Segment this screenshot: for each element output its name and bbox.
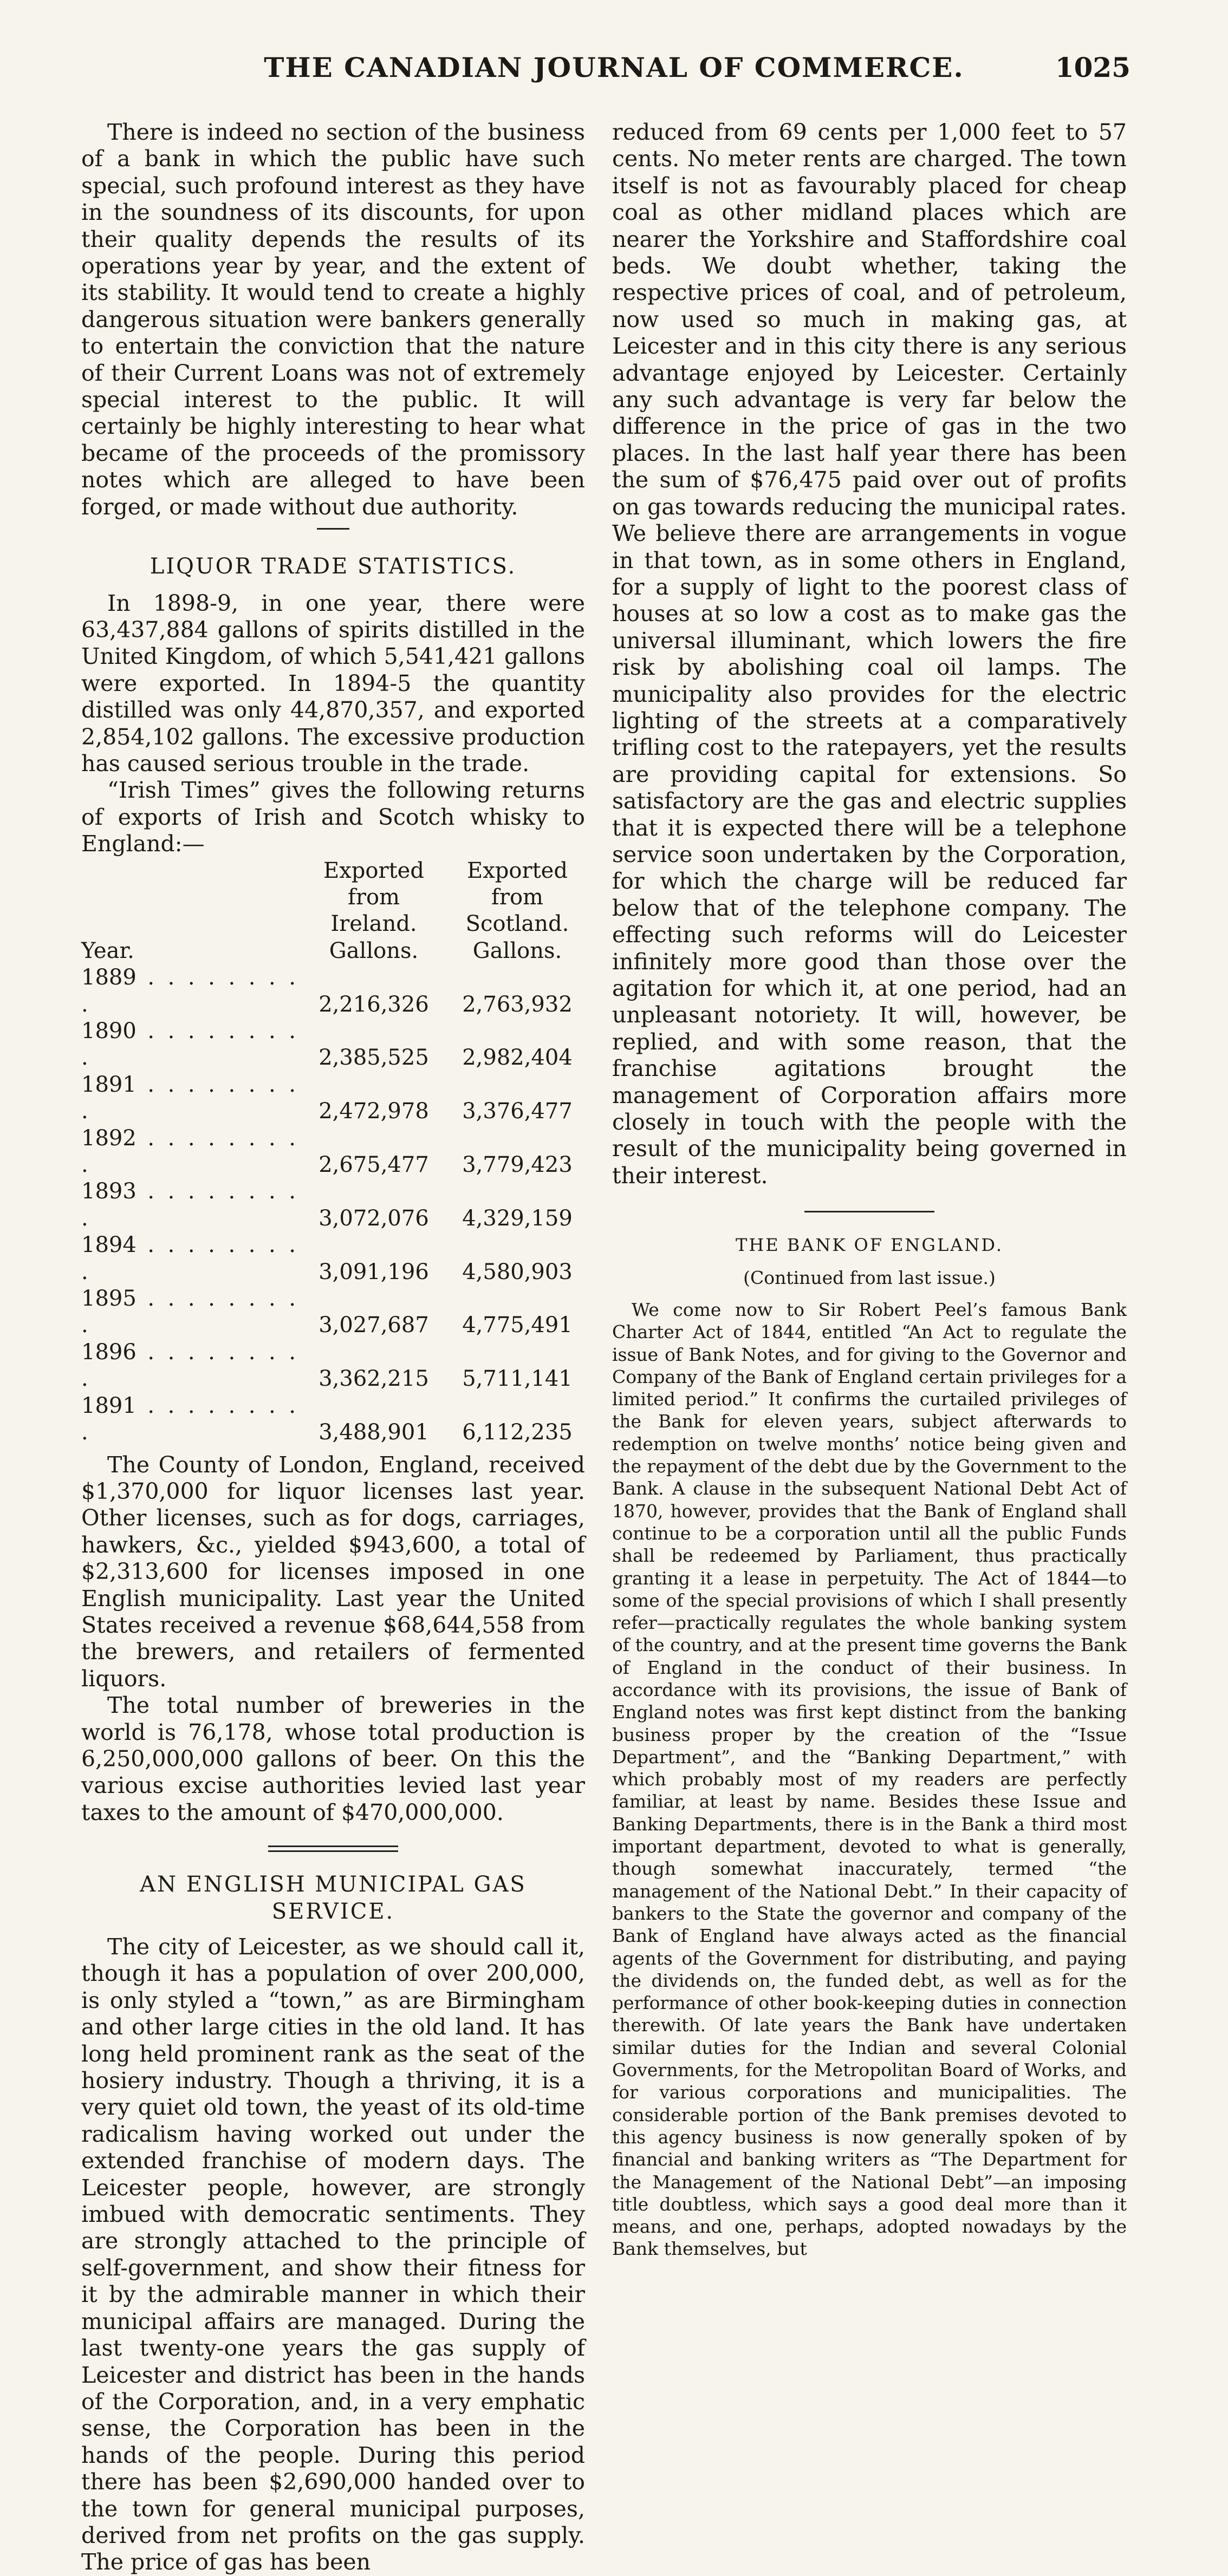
col-head-gallons-ireland: Gallons. (329, 938, 419, 963)
liquor-heading: LIQUOR TRADE STATISTICS. (150, 554, 517, 579)
col-head-ireland-1: Exported from (323, 858, 424, 910)
row-scotland: 2,982,404 (462, 1045, 573, 1071)
row-year: 1892 (81, 1125, 137, 1151)
row-ireland: 3,091,196 (319, 1259, 429, 1284)
row-ireland: 2,385,525 (319, 1045, 429, 1071)
col-head-ireland-2: Ireland. (330, 911, 417, 937)
gas-heading: AN ENGLISH MUNICIPAL GAS SERVICE. (140, 1872, 527, 1924)
row-ireland: 2,472,978 (319, 1099, 429, 1124)
row-year: 1891 (81, 1393, 137, 1418)
col-head-scotland-1: Exported from (467, 858, 568, 910)
table-row: 1893 . . . . . . . . . 3,072,076 4,329,159 (81, 1178, 585, 1232)
row-year: 1893 (81, 1179, 137, 1204)
table-row: 1891 . . . . . . . . . 2,472,978 3,376,477 (81, 1072, 585, 1125)
gas-paragraph: The city of Leicester, as we should call it, though it has a population of over 200,000, is only styled a “town,” as are Birmingham and other large cities in the old land. It has long held prominent rank as the seat of the hosiery industry. Though a thriving, it is a very quiet old town, the yeast of its old-time radicalism having worked out under the extended franchise of modern days. The Leicester people, however, are strongly imbued with democratic sentiments. They are strongly attached to the principle of self-government, and show their fitness for it by the admirable manner in which their municipal affairs are managed. During the last twenty-one years the gas supply of Leicester and district has been in the hands of the Corporation, and, in a very emphatic sense, the Corporation has been in the hands of the people. During this period there has been $2,690,000 handed over to the town for general municipal purposes, derived from net profits on the gas supply. The price of gas has been (81, 1934, 585, 2575)
row-scotland: 4,580,903 (462, 1259, 573, 1284)
row-year: 1894 (81, 1232, 137, 1258)
row-ireland: 3,072,076 (319, 1205, 429, 1231)
whisky-export-table (81, 858, 585, 1446)
row-scotland: 4,775,491 (462, 1313, 573, 1338)
separator-rule (804, 1211, 934, 1212)
separator-double (268, 1845, 398, 1852)
row-ireland: 3,362,215 (319, 1366, 429, 1392)
page-number: 1025 (1055, 51, 1130, 83)
row-ireland: 2,216,326 (319, 992, 429, 1017)
row-scotland: 3,376,477 (462, 1099, 573, 1124)
bank-article (612, 1299, 1127, 2260)
row-year: 1891 (81, 1072, 137, 1097)
table-row: 1892 . . . . . . . . . 2,675,477 3,779,423 (81, 1125, 585, 1179)
row-ireland: 2,675,477 (319, 1152, 429, 1178)
row-ireland: 3,488,901 (319, 1420, 429, 1445)
table-row: 1889 . . . . . . . . . 2,216,326 2,763,932 (81, 964, 585, 1018)
gas-continued-paragraph: reduced from 69 cents per 1,000 feet to 57 cents. No meter rents are charged. The town itself is not as favourably placed for cheap coal as other midland places which are nearer the Yorkshire and Staffordshire coal beds. We doubt whether, taking the respective prices of coal, and of petroleum, now used so much in making gas, at Leicester and in this city there is any serious advantage enjoyed by Leicester. Certainly any such advantage is very far below the difference in the price of gas in the two places. In the last half year there has been the sum of $76,475 paid over out of profits on gas towards reducing the municipal rates. We believe there are arrangements in vogue in that town, as in some others in England, for a supply of light to the poorest class of houses at so low a cost as to make gas the universal illuminant, which lowers the fire risk by abolishing coal oil lamps. The municipality also provides for the electric lighting of the streets at a comparatively trifling cost to the ratepayers, yet the results are providing capital for extensions. So satisfactory are the gas and electric supplies that it is expected there will be a telephone service soon undertaken by the Corporation, for which the charge will be reduced far below that of the telephone company. The effecting such reforms will do Leicester infinitely more good than those over the agitation for which it, at one period, had an unpleasant notoriety. It will, however, be replied, and with some reason, that the franchise agitations brought the management of Corporation affairs more closely in touch with the people with the result of the municipality being governed in their interest. (612, 119, 1127, 1189)
liquor-paragraph-4: The total number of breweries in the world is 76,178, whose total production is 6,250,000,000 gallons of beer. On this the various excise authorities levied last year taxes to the amount of $470,000,000. (81, 1692, 585, 1825)
row-scotland: 4,329,159 (462, 1205, 573, 1231)
table-body (81, 964, 585, 1446)
bank-paragraph: We come now to Sir Robert Peel’s famous Bank Charter Act of 1844, entitled “An Act to regulate the issue of Bank Notes, and for giving to the Governor and Company of the Bank of England certain privileges for a limited period.” It confirms the curtailed privileges of the Bank for eleven years, subject afterwards to redemption on twelve months’ notice being given and the repayment of the debt due by the Government to the Bank. A clause in the subsequent National Debt Act of 1870, however, provides that the Bank of England shall continue to be a corporation until all the public Funds shall be redeemed by Parliament, thus practically granting it a lease in perpetuity. The Act of 1844—to some of the special provisions of which I shall presently refer—practically regulates the whole banking system of the country, and at the present time governs the Bank of England in the conduct of their business. In accordance with its provisions, the issue of Bank of England notes was first kept distinct from the banking business proper by the creation of the “Issue Department”, and the “Banking Department,” with which probably most of my readers are perfectly familiar, at least by name. Besides these Issue and Banking Departments, there is in the Bank a third most important department, devoted to what is generally, though somewhat inaccurately, termed “the management of the National Debt.” In their capacity of bankers to the State the governor and company of the Bank of England have always acted as the financial agents of the Government for distributing, and paying the dividends on, the funded debt, as well as for the performance of other book-keeping duties in connection therewith. Of late years the Bank have undertaken similar duties for the Indian and several Colonial Governments, for the Metropolitan Board of Works, and for various corporations and municipalities. The considerable portion of the Bank premises devoted to this agency business is now generally spoken of by financial and banking writers as “The Department for the Management of the National Debt”—an imposing title doubtless, which says a good deal more than it means, and one, perhaps, adopted nowadays by the Bank themselves, but (612, 1299, 1127, 2260)
table-row: 1891 . . . . . . . . . 3,488,901 6,112,235 (81, 1393, 585, 1446)
separator-short (317, 528, 349, 530)
table-row: 1896 . . . . . . . . . 3,362,215 5,711,141 (81, 1339, 585, 1393)
table-row: 1890 . . . . . . . . . 2,385,525 2,982,404 (81, 1018, 585, 1072)
journal-title: THE CANADIAN JOURNAL OF COMMERCE. (264, 51, 964, 83)
table-row: 1895 . . . . . . . . . 3,027,687 4,775,491 (81, 1286, 585, 1339)
liquor-paragraph-3: The County of London, England, received $1,370,000 for liquor licenses last year. Other licenses, such as for dogs, carriages, hawkers, &c., yielded $943,600, a total of $2,313,600 for licenses imposed in one English municipality. Last year the United States received a revenue $68,644,558 from the brewers, and retailers of fermented liquors. (81, 1451, 585, 1692)
bank-subheading: (Continued from last issue.) (743, 1267, 996, 1288)
liquor-paragraph-1: In 1898-9, in one year, there were 63,437,884 gallons of spirits distilled in the United Kingdom, of which 5,541,421 gallons were exported. In 1894-5 the quantity distilled was only 44,870,357, and exported 2,854,102 gallons. The excessive production has caused serious trouble in the trade. (81, 590, 585, 777)
row-scotland: 2,763,932 (462, 992, 573, 1017)
left-column (81, 119, 585, 2576)
row-scotland: 3,779,423 (462, 1152, 573, 1178)
col-head-gallons-scotland: Gallons. (472, 938, 562, 963)
row-ireland: 3,027,687 (319, 1313, 429, 1338)
liquor-paragraph-2: “Irish Times” gives the following returns of exports of Irish and Scotch whisky to England:— (81, 777, 585, 857)
row-scotland: 5,711,141 (462, 1366, 573, 1392)
col-head-scotland-2: Scotland. (465, 911, 569, 937)
bank-heading: THE BANK OF ENGLAND. (735, 1235, 1004, 1256)
page-header (0, 51, 1228, 89)
col-head-year: Year. (81, 938, 134, 963)
right-column (612, 119, 1127, 2260)
row-year: 1895 (81, 1286, 137, 1312)
row-year: 1889 (81, 965, 137, 990)
row-year: 1890 (81, 1019, 137, 1044)
row-year: 1896 (81, 1339, 137, 1365)
row-scotland: 6,112,235 (462, 1420, 573, 1445)
table-row: 1894 . . . . . . . . . 3,091,196 4,580,903 (81, 1232, 585, 1286)
bank-discounts-paragraph: There is indeed no section of the business of a bank in which the public have such special, such profound interest as they have in the soundness of its discounts, for upon their quality depends the results of its operations year by year, and the extent of its stability. It would tend to create a highly dangerous situation were bankers generally to entertain the conviction that the nature of their Current Loans was not of extremely special interest to the public. It will certainly be highly interesting to hear what became of the proceeds of the promissory notes which are alleged to have been forged, or made without due authority. (81, 119, 585, 520)
